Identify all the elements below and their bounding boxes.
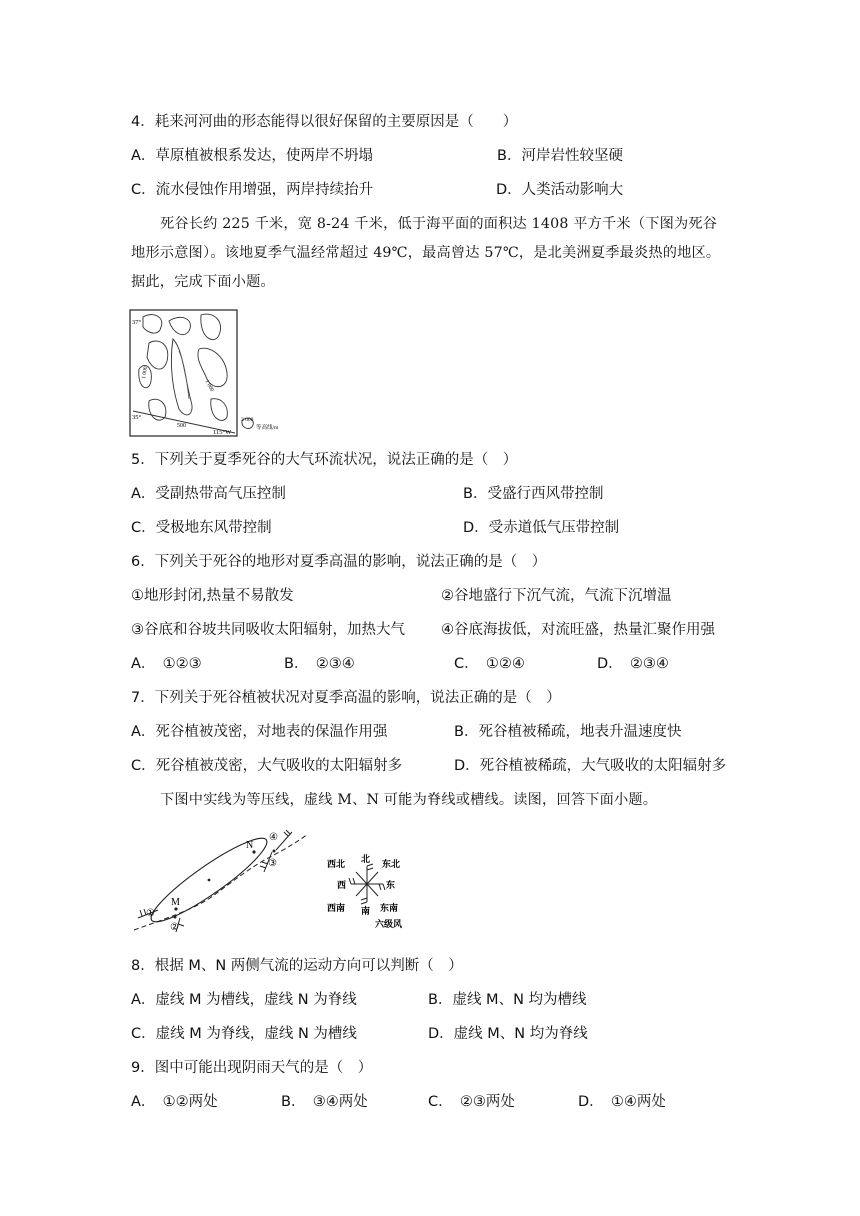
q4-option-a: A．草原植被根系发达，使两岸不坍塌	[131, 148, 373, 164]
q6-statement-4: ④谷底海拔低，对流旺盛，热量汇聚作用强	[441, 622, 715, 638]
dir-southwest: 西南	[327, 903, 346, 913]
dir-south: 南	[361, 906, 371, 916]
q9-option-b: B． ③④两处	[281, 1094, 368, 1110]
q7-option-d: D．死谷植被稀疏，大气吸收的太阳辐射多	[454, 758, 727, 774]
contour-label-1000-east: 1 000	[203, 379, 215, 393]
legend-value: 2 000	[241, 417, 254, 423]
death-valley-map	[129, 309, 299, 439]
q9-option-a: A． ①②两处	[131, 1094, 218, 1110]
q5-option-a: A．受副热带高气压控制	[131, 486, 286, 502]
dashed-axis-line	[134, 834, 308, 930]
q6-option-d: D． ②③④	[597, 656, 669, 672]
latitude-bottom-label: 35°	[132, 414, 142, 421]
isobar-diagram	[132, 826, 432, 936]
passage-death-valley: 死谷长约 225 千米，宽 8-24 千米，低于海平面的面积达 1408 平方千米（下图为死谷地形示意图）。该地夏季气温经常超过 49℃，最高曾达 57℃，是北美洲夏季最炎热的地区。据此，完成下面小题。	[131, 216, 721, 290]
q6-statement-3: ③谷底和谷坡共同吸收太阳辐射，加热大气	[131, 622, 405, 638]
question-4-stem: 4．耗来河河曲的形态能得以很好保留的主要原因是（ ）	[131, 114, 518, 130]
dir-southeast: 东南	[380, 903, 399, 913]
q5-option-c: C．受极地东风带控制	[131, 520, 272, 536]
dir-east: 东	[386, 880, 396, 890]
q8-option-a: A．虚线 M 为槽线，虚线 N 为脊线	[131, 992, 357, 1008]
q9-option-d: D． ①④两处	[578, 1094, 666, 1110]
label-n: N	[246, 840, 254, 851]
dir-northwest: 西北	[327, 859, 346, 869]
wind-direction-legend	[349, 864, 385, 904]
latitude-top-label: 37°	[132, 319, 142, 326]
q6-statement-2: ②谷地盛行下沉气流，气流下沉增温	[441, 588, 672, 604]
wind-barb-point-4	[276, 830, 292, 850]
legend-label: 等高线/m	[256, 425, 279, 431]
q8-option-c: C．虚线 M 为脊线，虚线 N 为槽线	[131, 1026, 357, 1042]
q7-option-a: A．死谷植被茂密，对地表的保温作用强	[131, 724, 388, 740]
q4-option-d: D．人类活动影响大	[496, 182, 624, 198]
label-point-3: ③	[268, 858, 277, 869]
passage-isobar: 下图中实线为等压线，虚线 M、N 可能为脊线或槽线。读图，回答下面小题。	[160, 792, 658, 808]
dir-west: 西	[337, 880, 347, 890]
question-5-stem: 5．下列关于夏季死谷的大气环流状况，说法正确的是（ ）	[131, 452, 518, 468]
q6-statement-1: ①地形封闭,热量不易散发	[131, 588, 294, 604]
label-m: M	[171, 897, 180, 908]
dir-northeast: 东北	[382, 859, 401, 869]
q6-option-a: A． ①②③	[131, 656, 202, 672]
q6-option-b: B． ②③④	[284, 656, 355, 672]
label-point-2: ②	[170, 922, 179, 933]
q7-option-c: C．死谷植被茂密，大气吸收的太阳辐射多	[131, 758, 403, 774]
q4-option-c: C．流水侵蚀作用增强，两岸持续抬升	[131, 182, 374, 198]
contour-label-500: 500	[177, 423, 186, 429]
question-7-stem: 7．下列关于死谷植被状况对夏季高温的影响，说法正确的是（ ）	[131, 690, 561, 706]
question-6-stem: 6．下列关于死谷的地形对夏季高温的影响，说法正确的是（ ）	[131, 554, 547, 570]
label-point-4: ④	[269, 832, 278, 843]
dir-north: 北	[361, 854, 371, 864]
question-8-stem: 8．根据 M、N 两侧气流的运动方向可以判断（ ）	[131, 958, 463, 974]
label-point-1: ①	[146, 908, 155, 919]
q5-option-b: B．受盛行西风带控制	[463, 486, 604, 502]
contour-label-1000-west: 1 000	[141, 366, 150, 380]
wind-level-label: 六级风	[375, 919, 403, 929]
question-9-stem: 9．图中可能出现阴雨天气的是（ ）	[131, 1060, 373, 1076]
q9-option-c: C． ②③两处	[428, 1094, 515, 1110]
q8-option-d: D．虚线 M、N 均为脊线	[428, 1026, 588, 1042]
q4-option-b: B．河岸岩性较坚硬	[497, 148, 623, 164]
q6-option-c: C． ①②④	[454, 656, 525, 672]
q8-option-b: B．虚线 M、N 均为槽线	[428, 992, 587, 1008]
q5-option-d: D．受赤道低气压带控制	[463, 520, 620, 536]
longitude-label: 115°W	[213, 429, 232, 436]
q7-option-b: B．死谷植被稀疏，地表升温速度快	[454, 724, 682, 740]
